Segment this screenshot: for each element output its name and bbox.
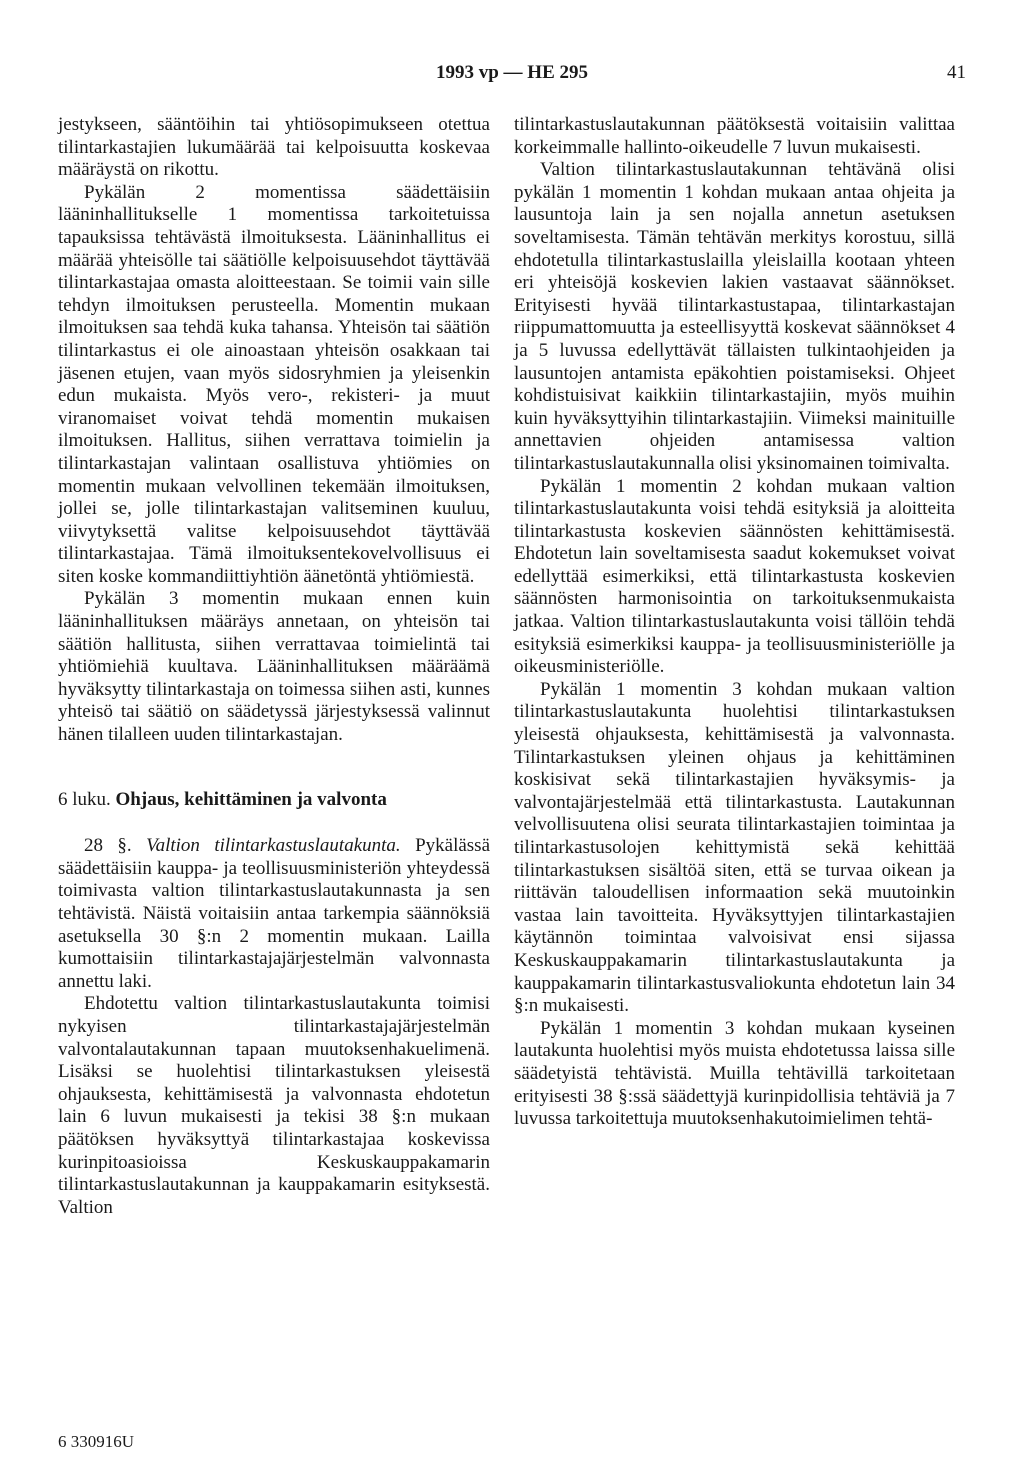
section-text: Pykälässä säädettäisiin kauppa- ja teollisuusministeriön yhteydessä toimivasta valtion tilintarkastuslautakunnasta ja sen tehtävistä. Näistä voitaisiin antaa tarkempia säännöksiä asetuksella 30 §:n 2 momentin mukaan. Lailla kumottaisiin tilintarkastajajärjestelmän valvonnasta annettu laki. <box>58 835 491 992</box>
chapter-title: Ohjaus, kehittäminen ja valvonta <box>115 788 387 810</box>
paragraph: Valtion tilintarkastuslautakunnan tehtävänä olisi pykälän 1 momentin 1 kohdan mukaan antaa ohjeita ja lausuntoja lain ja sen nojalla annetun asetuksen soveltamisesta. Tämän tehtävän merkitys korostuu, sillä ehdotetulla tilintarkastuslailla yleislailla kootaan yhteen eri yhteisöjä koskevien lakien vastaavat säännökset. Erityisesti hyvää tilintarkastustapaa, tilintarkastajan riippumattomuutta ja esteellisyyttä koskevat säännökset 4 ja 5 luvussa edellyttävät tällaisten tulkintaohjeiden ja lausuntojen antamista epäkohtien poistamiseksi. Ohjeet kohdistuisivat kaikkiin tilintarkastajiin, myös muihin kuin hyväksyttyihin tilintarkastajiin. Viimeksi mainituille annettavien ohjeiden antamisessa valtion tilintarkastuslautakunnalla olisi yksinomainen toimivalta. <box>514 159 955 474</box>
paragraph: Pykälän 1 momentin 3 kohdan mukaan valtion tilintarkastuslautakunta huolehtisi tilintarkastuksen yleisestä ohjauksesta, kehittämisestä ja valvonnasta. Tilintarkastuksen yleinen ohjaus ja kehittäminen koskisivat sekä tilintarkastajien hyväksymis- ja valvontajärjestelmää että tilintarkastusta. Lautakunnan velvollisuutena olisi seurata tilintarkastajien toimintaa ja tilintarkastusolojen kehittymistä sekä kehittää tilintarkastuksen sisältöä siten, että se turvaa oikean ja riittävän taloudellisen informaation sekä muutoinkin vastaa lain tavoitteita. Hyväksyttyjen tilintarkastajien käytännön toimintaa valvoisivat ensi sijassa Keskuskauppakamarin tilintarkastuslautakunta ja kauppakamarin tilintarkastusvaliokunta ehdotetun lain 34 §:n mukaisesti. <box>514 678 955 1017</box>
chapter-heading <box>58 789 490 812</box>
paragraph: Ehdotettu valtion tilintarkastuslautakunta toimisi nykyisen tilintarkastajajärjestelmän valvontalautakunnan tapaan muutoksenhakuelimenä. Lisäksi se huolehtisi tilintarkastuksen yleisestä ohjauksesta, kehittämisestä ja valvonnasta ehdotetun lain 6 luvun mukaisesti ja tekisi 38 §:n mukaan päätöksen hyväksyttyä tilintarkastajaa koskevissa kurinpitoasioissa Keskuskauppakamarin tilintarkastuslautakunnan ja kauppakamarin esityksestä. Valtion <box>58 993 490 1218</box>
section-number: 28 §. <box>84 835 132 857</box>
section-paragraph <box>58 835 490 993</box>
paragraph: tilintarkastuslautakunnan päätöksestä voitaisiin valittaa korkeimmalle hallinto-oikeudelle 7 luvun mukaisesti. <box>514 114 955 158</box>
section-title: Valtion tilintarkastuslautakunta. <box>146 835 401 857</box>
document-reference: 1993 vp — HE 295 <box>435 62 589 83</box>
paragraph: Pykälän 1 momentin 2 kohdan mukaan valtion tilintarkastuslautakunta voisi tehdä esityksiä ja aloitteita tilintarkastusta koskevien säännösten kehittämisestä. Ehdotetun lain soveltamisesta saadut kokemukset voivat edellyttää esimerkiksi, että tilintarkastusta koskevien säännösten harmonisointia on tarkoituksenmukaista jatkaa. Valtion tilintarkastuslautakunta voisi tällöin tehdä esityksiä esimerkiksi kauppa- ja teollisuusministeriölle ja oikeusministeriölle. <box>514 475 955 678</box>
page-header <box>0 62 1024 88</box>
left-column <box>58 114 490 1219</box>
print-code: 6 330916U <box>58 1432 135 1451</box>
paragraph: Pykälän 3 momentin mukaan ennen kuin lääninhallituksen määräys annetaan, on yhteisön tai säätiön hallitusta, siihen verrattavaa toimielintä tai yhtiömiehiä kuultava. Lääninhallituksen määräämä hyväksytty tilintarkastaja on toimessa siihen asti, kunnes yhteisö tai säätiö on säädetyssä järjestyksessä valinnut hänen tilalleen uuden tilintarkastajan. <box>58 588 490 746</box>
paragraph: Pykälän 1 momentin 3 kohdan mukaan kyseinen lautakunta huolehtisi myös muista ehdotetussa laissa sille säädetyistä tehtävistä. Muilla tehtävillä tarkoitetaan erityisesti 38 §:ssä säädettyjä kurinpidollisia tehtäviä ja 7 luvussa tarkoitettuja muutoksenhakutoimielimen tehtä- <box>514 1017 955 1130</box>
paragraph: Pykälän 2 momentissa säädettäisiin lääninhallitukselle 1 momentissa tarkoitetuissa tapauksissa tehtävästä ilmoituksesta. Lääninhallitus ei määrää yhteisölle tai säätiölle kelpoisuusehdot täyttävää tilintarkastajaa omasta aloitteestaan. Se toimii vain sille tehdyn ilmoituksen perusteella. Momentin mukaan ilmoituksen saa tehdä kuka tahansa. Yhteisön tai säätiön tilintarkastus ei ole ainoastaan yhteisön osakkaan tai jäsenen etujen, vaan myös sidosryhmien ja yleisenkin edun mukaista. Myös vero-, rekisteri- ja muut viranomaiset voivat tehdä momentin mukaisen ilmoituksen. Hallitus, siihen verrattava toimielin ja tilintarkastajan valintaan osallistuva yhtiömies on momentin mukaan velvollinen tekemään ilmoituksen, jollei se, jolle tilintarkastajan valitseminen kuuluu, viivytyksettä valitse kelpoisuusehdot täyttävää tilintarkastajaa. Tämä ilmoituksentekovelvollisuus ei siten koske kommandiittiyhtiön äänetöntä yhtiömiestä. <box>58 181 490 587</box>
paragraph: jestykseen, sääntöihin tai yhtiösopimukseen otettua tilintarkastajien lukumäärää tai kelpoisuutta koskevaa määräystä on rikottu. <box>58 114 490 181</box>
chapter-number: 6 luku. <box>58 788 111 810</box>
right-column <box>514 114 955 1131</box>
page-number: 41 <box>947 62 966 83</box>
